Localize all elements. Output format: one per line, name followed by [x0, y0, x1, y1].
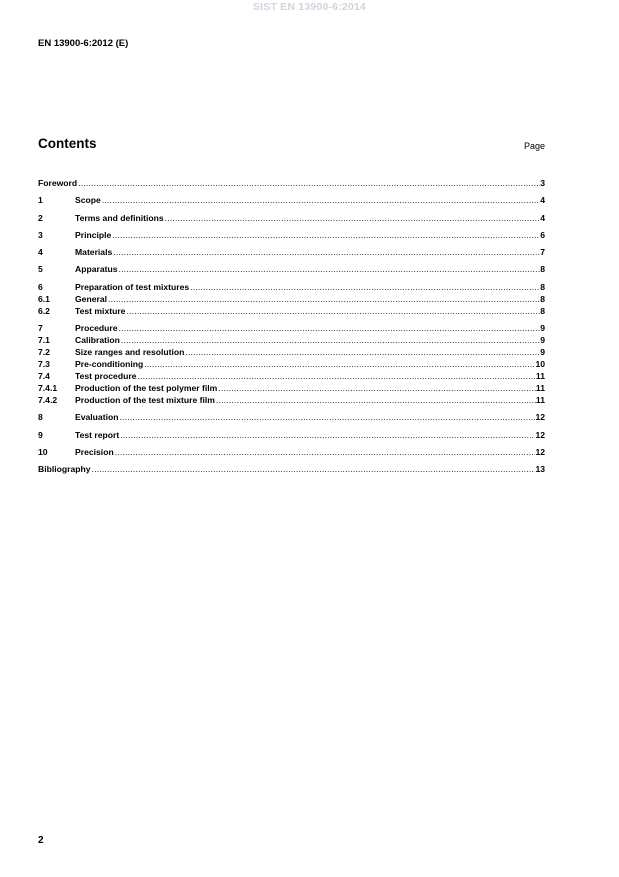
- toc-entry-number: 6.1: [38, 293, 50, 304]
- page-title: Contents: [38, 136, 97, 151]
- toc-entry-page: 4: [540, 212, 545, 223]
- toc-leader-dots: [102, 194, 540, 206]
- toc-entry-page: 8: [540, 305, 545, 316]
- toc-entry-number: 7.1: [38, 335, 50, 346]
- toc-entry-page: 10: [535, 359, 545, 370]
- toc-entry-number: 7.3: [38, 359, 50, 370]
- toc-leader-dots: [108, 293, 540, 305]
- toc-entry-title: Production of the test mixture film: [75, 395, 215, 406]
- toc-leader-dots: [165, 212, 541, 224]
- page-number: 2: [38, 835, 44, 846]
- toc-entry-title: Evaluation: [75, 412, 119, 423]
- toc-entry-number: 6: [38, 281, 43, 292]
- toc-entry-production-of-test-polymer-film[interactable]: [38, 382, 545, 394]
- toc-entry-number: 4: [38, 247, 43, 258]
- toc-entry-page: 4: [540, 195, 545, 206]
- toc-entry-page: 9: [540, 347, 545, 358]
- toc-leader-dots: [119, 322, 541, 334]
- page-column-label: Page: [523, 141, 545, 151]
- toc-entry-page: 3: [540, 178, 545, 188]
- toc-entry-number: 6.2: [38, 305, 50, 316]
- toc-entry-page: 8: [540, 293, 545, 304]
- toc-entry-page: 12: [535, 429, 545, 440]
- toc-entry-precision[interactable]: [38, 446, 545, 458]
- toc-leader-dots: [92, 463, 536, 475]
- toc-entry-number: 5: [38, 264, 43, 275]
- toc-leader-dots: [112, 229, 540, 241]
- toc-entry-number: 1: [38, 195, 43, 206]
- toc-leader-dots: [119, 263, 541, 275]
- toc-entry-title: Principle: [75, 229, 112, 240]
- toc-entry-number: 8: [38, 412, 43, 423]
- toc-leader-dots: [216, 394, 536, 406]
- toc-entry-number: 9: [38, 429, 43, 440]
- toc-entry-title: Procedure: [75, 323, 118, 334]
- toc-entry-number: 10: [38, 446, 48, 457]
- toc-entry-scope[interactable]: [38, 194, 545, 206]
- toc-entry-materials[interactable]: [38, 246, 545, 258]
- toc-entry-title: Calibration: [75, 335, 120, 346]
- toc-entry-page: 9: [540, 335, 545, 346]
- toc-entry-page: 9: [540, 323, 545, 334]
- toc-entry-title: Production of the test polymer film: [75, 383, 218, 394]
- toc-entry-page: 7: [540, 247, 545, 258]
- toc-entry-page: 12: [535, 446, 545, 457]
- toc-entry-procedure[interactable]: [38, 322, 545, 334]
- toc-entry-test-report[interactable]: [38, 429, 545, 441]
- toc-entry-production-of-test-mixture-film[interactable]: [38, 394, 545, 406]
- toc-entry-title: Scope: [75, 195, 101, 206]
- toc-entry-title: Foreword: [38, 178, 78, 188]
- toc-entry-number: 7.4.2: [38, 395, 58, 406]
- toc-leader-dots: [78, 177, 540, 189]
- toc-leader-dots: [119, 411, 535, 423]
- toc-entry-general[interactable]: [38, 293, 545, 305]
- toc-entry-page: 13: [535, 464, 545, 475]
- toc-entry-page: 8: [540, 264, 545, 275]
- toc-entry-title: General: [75, 293, 108, 304]
- toc-leader-dots: [120, 429, 535, 441]
- toc-entry-calibration[interactable]: [38, 334, 545, 346]
- toc-entry-number: 7.2: [38, 347, 50, 358]
- toc-leader-dots: [126, 305, 540, 317]
- toc-entry-title: Preparation of test mixtures: [75, 281, 190, 292]
- toc-entry-title: Apparatus: [75, 264, 118, 275]
- toc-entry-title: Size ranges and resolution: [75, 347, 185, 358]
- toc-leader-dots: [121, 334, 540, 346]
- toc-entry-page: 8: [540, 281, 545, 292]
- toc-entry-page: 12: [535, 412, 545, 423]
- toc-entry-evaluation[interactable]: [38, 411, 545, 423]
- toc-entry-foreword[interactable]: [38, 177, 545, 189]
- toc-entry-terms-and-definitions[interactable]: [38, 212, 545, 224]
- toc-leader-dots: [115, 446, 536, 458]
- toc-leader-dots: [137, 370, 535, 382]
- toc-entry-number: 7: [38, 323, 43, 334]
- toc-leader-dots: [113, 246, 540, 258]
- toc-entry-title: Test procedure: [75, 371, 137, 382]
- toc-entry-preparation-of-test-mixtures[interactable]: [38, 281, 545, 293]
- toc-entry-title: Bibliography: [38, 464, 91, 475]
- document-identifier: EN 13900-6:2012 (E): [38, 38, 129, 49]
- toc-entry-size-ranges-and-resolution[interactable]: [38, 346, 545, 358]
- toc-leader-dots: [218, 382, 536, 394]
- toc-leader-dots: [185, 346, 540, 358]
- toc-entry-page: 11: [535, 383, 545, 394]
- toc-entry-title: Test mixture: [75, 305, 126, 316]
- toc-entry-title: Test report: [75, 429, 120, 440]
- toc-entry-title: Precision: [75, 446, 114, 457]
- watermark: SIST EN 13900-6:2014: [252, 1, 367, 13]
- toc-leader-dots: [144, 358, 535, 370]
- toc-entry-bibliography[interactable]: [38, 463, 545, 475]
- toc-entry-page: 11: [535, 371, 545, 382]
- toc-entry-page: 11: [535, 395, 545, 406]
- toc-entry-pre-conditioning[interactable]: [38, 358, 545, 370]
- toc-entry-page: 6: [540, 229, 545, 240]
- toc-leader-dots: [190, 281, 540, 293]
- toc-entry-apparatus[interactable]: [38, 263, 545, 275]
- toc-entry-title: Materials: [75, 247, 113, 258]
- toc-entry-number: 7.4: [38, 371, 50, 382]
- toc-entry-title: Pre-conditioning: [75, 359, 144, 370]
- toc-entry-number: 3: [38, 229, 43, 240]
- toc-entry-title: Terms and definitions: [75, 212, 164, 223]
- toc-entry-number: 7.4.1: [38, 383, 58, 394]
- toc-entry-test-mixture[interactable]: [38, 305, 545, 317]
- toc-entry-test-procedure[interactable]: [38, 370, 545, 382]
- toc-entry-principle[interactable]: [38, 229, 545, 241]
- toc-entry-number: 2: [38, 212, 43, 223]
- table-of-contents: [38, 177, 545, 475]
